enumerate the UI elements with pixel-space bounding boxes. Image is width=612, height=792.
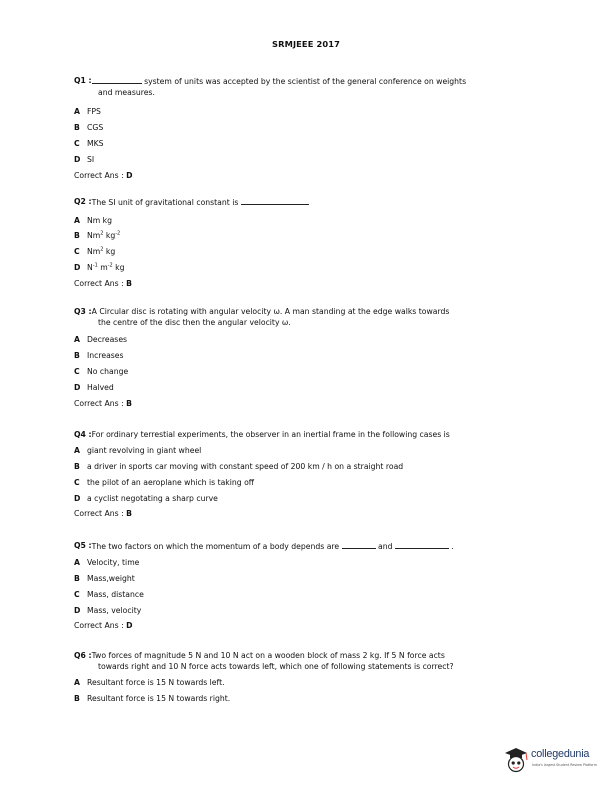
option-d: D Mass, velocity: [74, 605, 142, 615]
question-text: For ordinary terrestial experiments, the observer in an inertial frame in the following cases is: [91, 430, 450, 439]
question-number: Q3 :: [74, 307, 92, 316]
question-3: [74, 307, 544, 409]
option-a: A Velocity, time: [74, 557, 140, 567]
logo-wordmark: collegedunia: [531, 748, 590, 760]
option-c: C Mass, distance: [74, 589, 144, 599]
question-text: The two factors on which the momentum of a body depends are and .: [91, 542, 454, 551]
option-b: B Resultant force is 15 N towards right.: [74, 693, 231, 703]
answer-blank: [395, 541, 449, 549]
option-b: B CGS: [74, 122, 104, 132]
graduate-mascot-icon: [502, 745, 530, 775]
question-text: system of units was accepted by the scientist of the general conference on weights: [92, 76, 544, 88]
question-text: Two forces of magnitude 5 N and 10 N act on a wooden block of mass 2 kg. If 5 N force acts: [91, 651, 445, 660]
question-5: [74, 541, 544, 632]
option-d: D $N^{-1}$ $m^{-2}$ kg: [74, 262, 125, 273]
option-b: B a driver in sports car moving with constant speed of 200 km / h on a straight road: [74, 461, 404, 471]
question-4: [74, 430, 544, 520]
option-b: B Increases: [74, 350, 124, 360]
question-number: Q1 :: [74, 76, 92, 85]
collegedunia-logo: [502, 745, 606, 779]
answer-blank: [241, 197, 309, 205]
question-1: [74, 76, 544, 181]
question-number: Q5 :: [74, 541, 92, 550]
correct-answer: Correct Ans : B: [74, 509, 132, 519]
option-a: A FPS: [74, 107, 101, 116]
correct-answer: Correct Ans : D: [74, 621, 133, 631]
option-a: A Resultant force is 15 N towards left.: [74, 678, 225, 687]
question-6: [74, 651, 544, 704]
question-number: Q6 :: [74, 651, 92, 660]
option-c: C No change: [74, 366, 129, 376]
page-title: SRMJEEE 2017: [272, 39, 340, 49]
option-d: D SI: [74, 154, 95, 164]
question-text-continued: the centre of the disc then the angular velocity ω.: [98, 317, 291, 327]
question-text-continued: and measures.: [98, 87, 155, 97]
option-c: C Nm$^2$ kg: [74, 246, 116, 257]
option-d: D a cyclist negotating a sharp curve: [74, 493, 218, 503]
option-a: A giant revolving in giant wheel: [74, 445, 202, 455]
question-2: [74, 197, 544, 290]
option-b: B Mass,weight: [74, 573, 135, 583]
option-b: B Nm$^2$ $kg^{-2}$: [74, 230, 121, 241]
correct-answer: Correct Ans : B: [74, 279, 132, 289]
question-text: A Circular disc is rotating with angular velocity ω. A man standing at the edge walks towards: [91, 307, 450, 316]
question-number: Q2 :: [74, 197, 92, 206]
correct-answer: Correct Ans : B: [74, 398, 132, 408]
option-c: C MKS: [74, 138, 104, 148]
answer-blank: [92, 76, 142, 84]
logo-tagline: India's largest Student Review Platform: [532, 763, 597, 767]
option-d: D Halved: [74, 382, 114, 392]
question-text-continued: towards right and 10 N force acts towards left, which one of following statements is correct?: [98, 661, 454, 671]
option-a: A Nm kg: [74, 215, 113, 225]
question-text: The SI unit of gravitational constant is: [92, 197, 544, 209]
correct-answer: Correct Ans : D: [74, 170, 133, 180]
option-a: A Decreases: [74, 335, 128, 344]
question-number: Q4 :: [74, 430, 92, 439]
answer-blank: [342, 541, 376, 549]
option-c: C the pilot of an aeroplane which is taking off: [74, 477, 255, 487]
